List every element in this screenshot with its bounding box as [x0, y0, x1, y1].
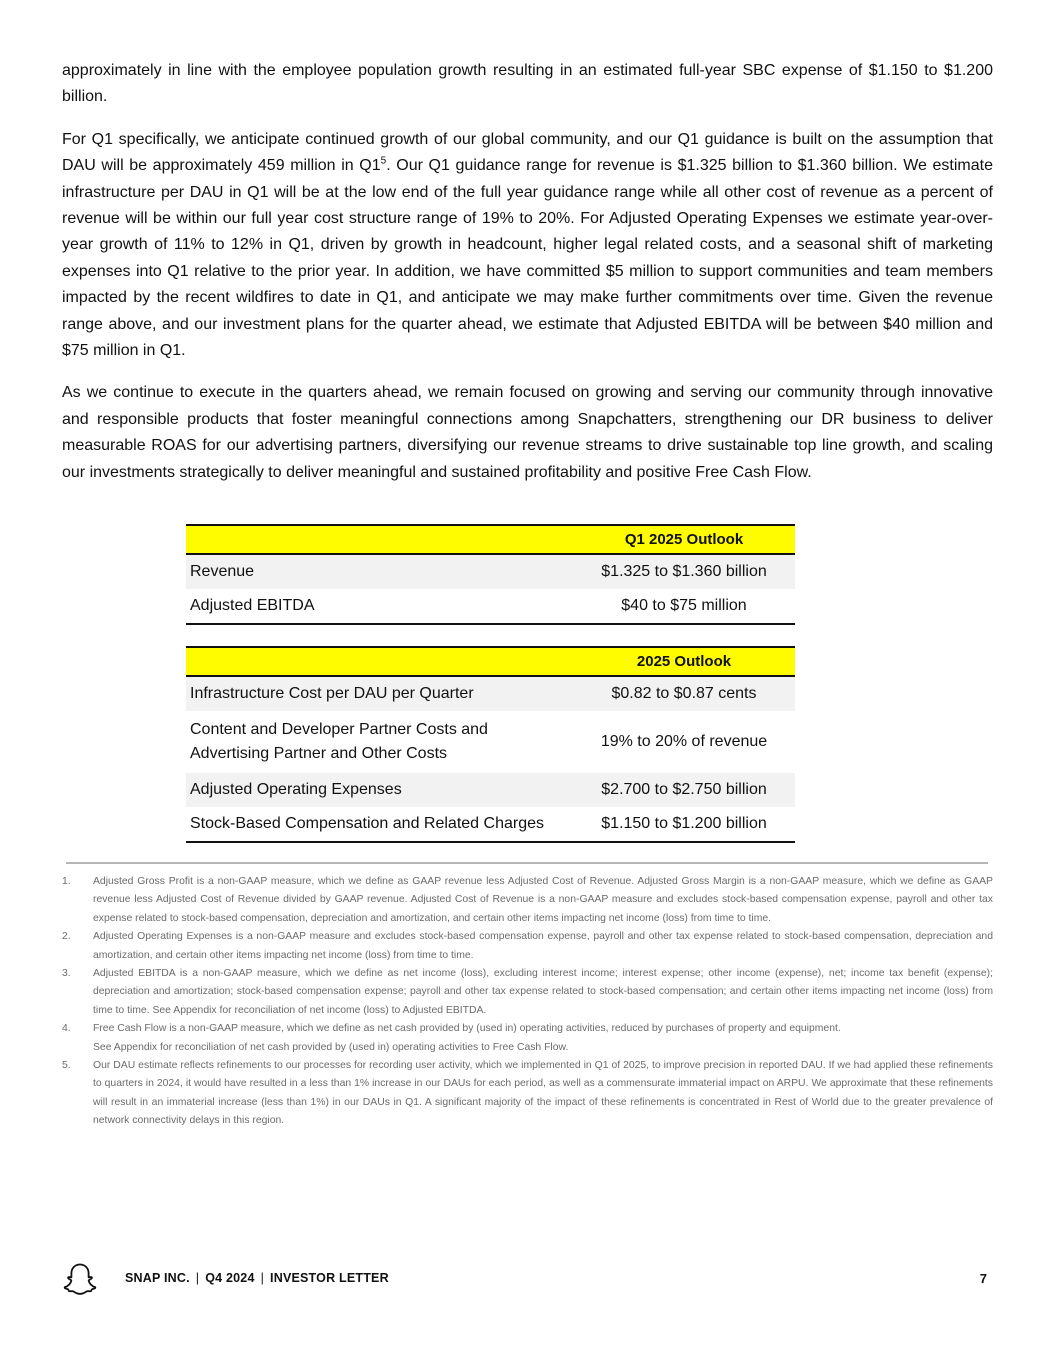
footer-doc: INVESTOR LETTER: [270, 1271, 389, 1285]
footnote-text: Adjusted Operating Expenses is a non-GAAP measure and excludes stock-based compensation expense, payroll and other tax expense related to stock-based compensation, depreciation and amortization, and certain other items impacting net income (loss) from time to time.: [93, 931, 993, 961]
table-row: [186, 676, 795, 711]
row-label-content-costs-line1: Content and Developer Partner Costs and: [190, 721, 488, 738]
footnote-number: 2.: [62, 931, 71, 943]
footnote-text: Adjusted EBITDA is a non-GAAP measure, which we define as net income (loss), excluding interest income; interest expense; other income (expense), net; income tax benefit (expense); depreciation and amortization; stock-based compensation expense; payroll and other tax expense related to stock-based compensation; and certain other items impacting net income (loss) from time to time. See Appendix for reconciliation of net income (loss) to Adjusted EBITDA.: [93, 968, 993, 1016]
footer-title: [125, 1271, 389, 1285]
footnotes-list: [62, 873, 993, 1131]
table-row: [186, 807, 795, 842]
footnote-2: [62, 928, 993, 965]
footnote-number: 3.: [62, 968, 71, 980]
fy-outlook-table: [186, 646, 795, 843]
table-row: [186, 773, 795, 807]
row-value-content-costs: 19% to 20% of revenue: [600, 733, 768, 750]
row-value-sbc: $1.150 to $1.200 billion: [573, 807, 795, 842]
footnote-ref-5: 5: [380, 155, 387, 167]
row-label-revenue: Revenue: [186, 554, 573, 589]
row-label-adjusted-ebitda: Adjusted EBITDA: [186, 589, 573, 624]
row-label-content-costs: [186, 711, 573, 773]
fy-outlook-header-row: [186, 647, 795, 676]
footer-separator: |: [195, 1271, 200, 1285]
row-label-infrastructure: Infrastructure Cost per DAU per Quarter: [186, 676, 573, 711]
table-row: [186, 554, 795, 589]
footnote-divider: [66, 862, 988, 864]
paragraph-focus: As we continue to execute in the quarters ahead, we remain focused on growing and serving our community through innovative and responsible products that foster meaningful connections among Snapchatters, strengthening our DR business to deliver measurable ROAS for our advertising partners, diversifying our revenue streams to drive sustainable top line growth, and scaling our investments strategically to deliver meaningful and sustained profitability and positive Free Cash Flow.: [62, 384, 993, 481]
page-number: 7: [979, 1271, 987, 1286]
page-footer: [62, 1262, 993, 1296]
footnote-number: 4.: [62, 1023, 71, 1035]
q1-outlook-header-blank: [186, 525, 573, 554]
footer-company: SNAP INC.: [125, 1271, 190, 1285]
footnote-number: 5.: [62, 1060, 71, 1072]
footnote-text-secondary: See Appendix for reconciliation of net cash provided by (used in) operating activities to Free Cash Flow.: [93, 1041, 569, 1053]
footnote-number: 1.: [62, 876, 71, 887]
footnote-text: Adjusted Gross Profit is a non-GAAP measure, which we define as GAAP revenue less Adjusted Cost of Revenue. Adjusted Gross Margin is a non-GAAP measure, which we define as GAAP revenue less Adjusted Cost of Revenue divided by GAAP revenue. Adjusted Cost of Revenue is a non-GAAP measure and excludes stock-based compensation expense, payroll and other tax expense related to stock-based compensation, depreciation and amortization, and certain other items impacting net income (loss) from time to time.: [93, 876, 993, 924]
paragraph-q1-guidance: [62, 127, 993, 365]
paragraph-q1-guidance-part1: For Q1 specifically, we anticipate continued growth of our global community, and our Q1 guidance is built on the assumption that DAU will be approximately 459 million in Q1: [62, 130, 993, 175]
row-label-sbc: Stock-Based Compensation and Related Charges: [186, 807, 573, 842]
fy-outlook-header: 2025 Outlook: [573, 647, 795, 676]
paragraph-sbc-continued: approximately in line with the employee population growth resulting in an estimated full-year SBC expense of $1.150 to $1.200 billion.: [62, 62, 993, 106]
footer-separator: |: [260, 1271, 265, 1285]
row-value-revenue: $1.325 to $1.360 billion: [573, 554, 795, 589]
row-label-content-costs-line2: Advertising Partner and Other Costs: [190, 745, 448, 762]
q1-outlook-header-row: [186, 525, 795, 554]
footnote-5: [62, 1057, 993, 1131]
footnote-1: [62, 873, 993, 928]
row-value-adjusted-opex: $2.700 to $2.750 billion: [573, 773, 795, 807]
q1-outlook-table: [186, 524, 795, 625]
q1-outlook-header: Q1 2025 Outlook: [573, 525, 795, 554]
table-row: [186, 711, 795, 773]
row-label-adjusted-opex: Adjusted Operating Expenses: [186, 773, 573, 807]
footnote-3: [62, 965, 993, 1020]
row-value-adjusted-ebitda: $40 to $75 million: [573, 589, 795, 624]
row-value-infrastructure: $0.82 to $0.87 cents: [573, 676, 795, 711]
fy-outlook-header-blank: [186, 647, 573, 676]
footnote-4: [62, 1020, 993, 1057]
body-text: [62, 58, 993, 502]
footnote-text: Our DAU estimate reflects refinements to our processes for recording user activity, which we implemented in Q1 of 2025, to improve precision in reported DAU. If we had applied these refinements to quarters in 2024, it would have resulted in a less than 1% increase in our DAUs for each period, as well as a commensurate immaterial impact on ARPU. We approximate that these refinements will result in an immaterial increase (less than 1%) in our DAUs in Q1. A significant majority of the impact of these refinements is concentrated in Rest of World due to the greater prevalence of network connectivity delays in this region.: [93, 1060, 993, 1127]
paragraph-q1-guidance-part2: . Our Q1 guidance range for revenue is $1.325 billion to $1.360 billion. We estimate infrastructure per DAU in Q1 will be at the low end of the full year guidance range while all other cost of revenue as a percent of revenue will be within our full year cost structure range of 19% to 20%. For Adjusted Operating Expenses we estimate year-over-year growth of 11% to 12% in Q1, driven by growth in headcount, higher legal related costs, and a seasonal shift of marketing expenses into Q1 relative to the prior year. In addition, we have committed $5 million to support communities and team members impacted by the recent wildfires to date in Q1, and anticipate we may make further commitments over time. Given the revenue range above, and our investment plans for the quarter ahead, we estimate that Adjusted EBITDA will be between $40 million and $75 million in Q1.: [62, 157, 993, 360]
footnote-text: Free Cash Flow is a non-GAAP measure, which we define as net cash provided by (used in) operating activities, reduced by purchases of property and equipment.: [93, 1023, 841, 1035]
ghost-logo-icon: [62, 1262, 98, 1296]
footer-period: Q4 2024: [205, 1271, 255, 1285]
table-row: [186, 589, 795, 624]
